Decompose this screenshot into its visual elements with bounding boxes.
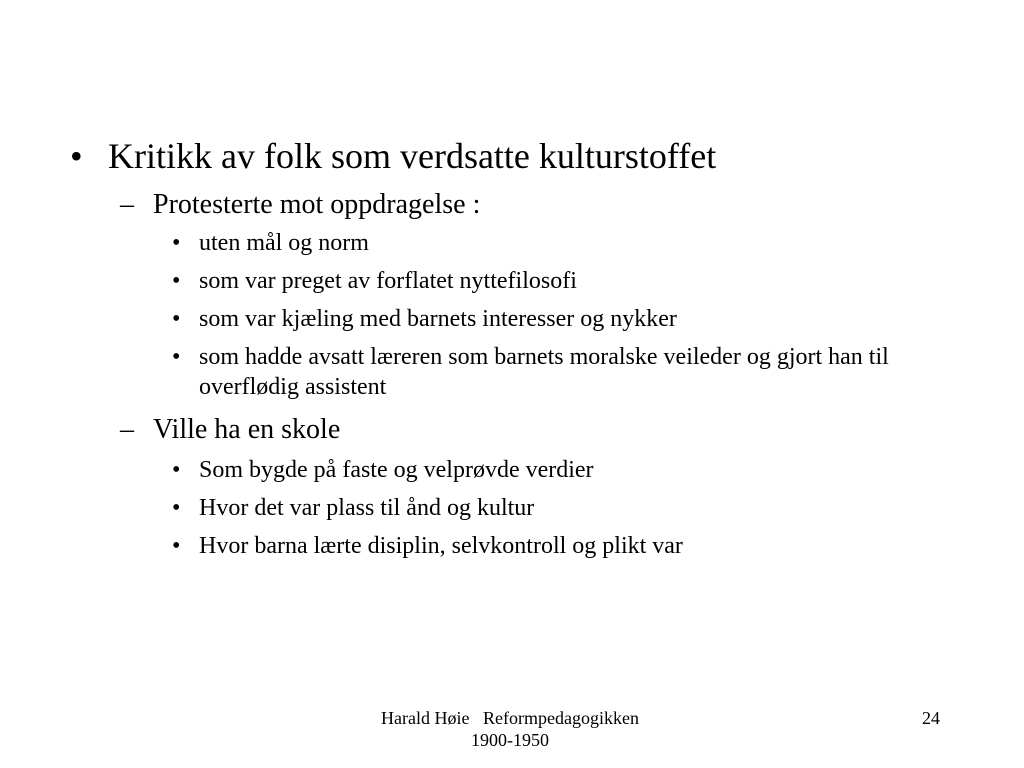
- list-item-text: Hvor det var plass til ånd og kultur: [199, 495, 535, 521]
- bullet-mark: •: [172, 457, 181, 483]
- main-bullet-text: Kritikk av folk som verdsatte kulturstoffet: [108, 136, 717, 176]
- sub-bullet-text: Ville ha en skole: [153, 414, 341, 445]
- page-number: 24: [922, 708, 940, 728]
- list-item-text: som var kjæling med barnets interesser og nykker: [199, 306, 677, 332]
- list-item-text: uten mål og norm: [199, 230, 369, 256]
- dash-mark: –: [120, 189, 134, 220]
- list-item-text: Hvor barna lærte disiplin, selvkontroll og plikt var: [199, 533, 683, 559]
- bullet-mark: •: [172, 230, 181, 256]
- footer-text: [355, 707, 665, 751]
- bullet-mark: •: [172, 533, 181, 559]
- bullet-mark: •: [172, 495, 181, 521]
- list-item-text: som var preget av forflatet nyttefilosofi: [199, 268, 577, 294]
- footer-line-2: 1900-1950: [471, 730, 549, 750]
- list-item-text: Som bygde på faste og velprøvde verdier: [199, 457, 594, 483]
- dash-mark: –: [120, 414, 134, 445]
- sub-bullet-text: Protesterte mot oppdragelse :: [153, 189, 481, 220]
- footer-line-1: Harald Høie Reformpedagogikken: [381, 708, 639, 728]
- bullet-mark: •: [172, 344, 181, 370]
- bullet-mark: •: [172, 268, 181, 294]
- bullet-mark: •: [172, 306, 181, 332]
- bullet-mark: •: [70, 136, 83, 176]
- list-item-text: som hadde avsatt læreren som barnets moralske veileder og gjort han til overflødig assistent: [199, 344, 889, 400]
